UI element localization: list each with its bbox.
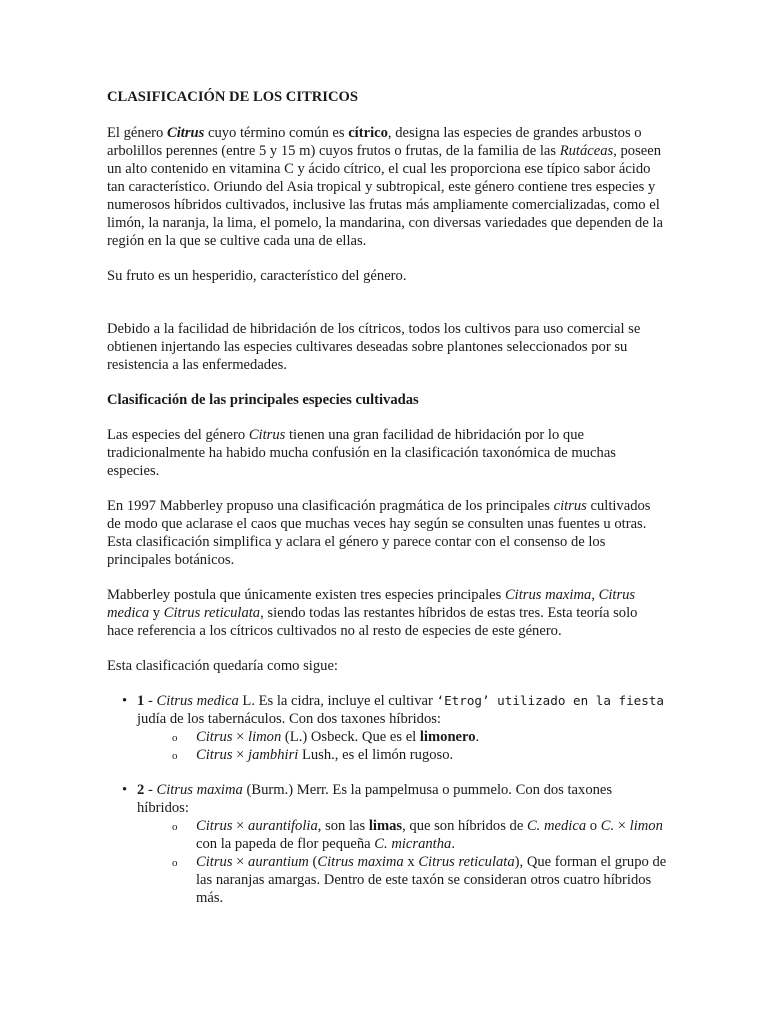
text-run: L. Es la cidra, incluye el cultivar: [238, 693, 437, 709]
text-run: , que son híbridos de: [402, 818, 527, 834]
item-number: 2: [137, 782, 145, 798]
genus-name: Citrus: [196, 729, 233, 745]
list-item: [107, 692, 667, 764]
species-name: Citrus reticulata: [418, 854, 515, 870]
species-name: Citrus maxima: [317, 854, 404, 870]
text-run: (Burm.) Merr. Es la pampelmusa o pummelo. Con dos taxones híbridos:: [137, 782, 613, 816]
text-run: Mabberley postula que únicamente existen tres especies principales: [107, 587, 505, 603]
text-run: -: [144, 782, 157, 798]
sub-bullet: o: [172, 732, 178, 744]
sub-list: [137, 728, 667, 764]
genus-abbrev: C.: [600, 818, 615, 834]
sub-bullet: o: [172, 821, 178, 833]
species-name: Citrus maxima: [504, 587, 592, 603]
species-name: Citrus medica: [156, 693, 239, 709]
sub-list-item: [172, 746, 667, 764]
sub-list-item: [172, 853, 667, 907]
classification-list: [107, 692, 667, 907]
text-run: con la papeda de flor pequeña: [196, 836, 375, 852]
epithet: limon: [248, 729, 282, 745]
species-name: C. micrantha: [374, 836, 452, 852]
fruit-paragraph: Su fruto es un hesperidio, característico del género.: [107, 268, 407, 284]
text-run: (L.) Osbeck. Que es el: [281, 729, 420, 745]
epithet: limon: [629, 818, 663, 834]
text-run: -: [144, 693, 157, 709]
text-run: ×: [614, 818, 630, 834]
text-run: cultivados de modo que aclarase el caos que muchas veces hay según se consulten unas fuentes u otras. Esta clasificación simplifica y aclara el género y parece contar con el consenso de los principales botánicos.: [107, 498, 651, 568]
intro-paragraph: [107, 124, 667, 250]
cultivar-text: ‘Etrog’ utilizado en la fiesta: [436, 693, 664, 708]
epithet: aurantifolia: [248, 818, 318, 834]
text-run: , designa las especies de grandes arbustos o arbolillos perennes (entre 5 y 15 m) cuyos frutos o frutas, de la familia de las: [107, 125, 642, 159]
text-run: y: [149, 605, 164, 621]
text-run: ×: [232, 854, 249, 870]
text-run: El género: [107, 125, 167, 141]
sub-list-item: [172, 728, 667, 746]
genus-name: Citrus: [196, 747, 233, 763]
text-run: Lush., es el limón rugoso.: [298, 747, 454, 763]
epithet: aurantium: [248, 854, 309, 870]
list-item: [107, 781, 667, 907]
document-page: [107, 88, 667, 924]
text-run: Las especies del género: [107, 427, 249, 443]
genus-name: Citrus: [196, 854, 233, 870]
classification-intro: Esta clasificación quedaría como sigue:: [107, 658, 338, 674]
species-paragraph: [107, 426, 667, 480]
species-name: Citrus maxima: [156, 782, 243, 798]
genus-name: Citrus: [166, 125, 205, 141]
species-name: C. medica: [526, 818, 587, 834]
list-item-text: [137, 693, 664, 727]
list-item-text: [137, 782, 612, 816]
document-title: CLASIFICACIÓN DE LOS CITRICOS: [107, 89, 358, 105]
sub-bullet: o: [172, 750, 178, 762]
sub-list: [137, 817, 667, 907]
text-run: tienen una gran facilidad de hibridación por lo que tradicionalmente ha habido mucha confusión en la clasificación taxonómica de muchas especies.: [107, 427, 616, 479]
text-run: ), Que forman el grupo de las naranjas amargas. Dentro de este taxón se consideran otros cuatro híbridos más.: [196, 854, 667, 906]
text-run: .: [451, 836, 455, 852]
genus-name: Citrus: [248, 427, 286, 443]
species-name: Citrus medica: [107, 587, 636, 621]
genus-name: citrus: [553, 498, 587, 514]
bullet: •: [122, 693, 128, 709]
sub-list-item: [172, 817, 667, 853]
text-run: , poseen un alto contenido en vitamina C y ácido cítrico, el cual les proporciona ese típico sabor ácido tan característico. Oriundo del Asia tropical y subtropical, este género contiene tres especies y numerosos híbridos cultivados, inclusive las frutas más ampliamente comercializadas, como el limón, la naranja, la lima, el pomelo, la mandarina, con diversas variedades que dependen de la región en la que se cultive cada una de ellas.: [107, 143, 663, 249]
text-run: ×: [232, 729, 249, 745]
mabberley-paragraph: [107, 497, 667, 569]
text-run: ×: [232, 747, 249, 763]
item-number: 1: [137, 693, 145, 709]
common-term: cítrico: [348, 125, 388, 141]
text-run: ×: [232, 818, 249, 834]
common-name: limonero: [419, 729, 476, 745]
text-run: cuyo término común es: [204, 125, 349, 141]
text-run: x: [403, 854, 419, 870]
text-run: .: [475, 729, 480, 745]
species-name: Citrus reticulata: [163, 605, 261, 621]
text-run: o: [586, 818, 601, 834]
text-run: , son las: [317, 818, 369, 834]
hybridization-paragraph: Debido a la facilidad de hibridación de los cítricos, todos los cultivos para uso comercial se obtienen injertando las especies cultivares deseadas sobre plantones seleccionados por su resistencia a las enfermedades.: [107, 321, 641, 373]
text-run: judía de los tabernáculos. Con dos taxones híbridos:: [137, 711, 441, 727]
text-run: (: [308, 854, 318, 870]
three-species-paragraph: [107, 586, 667, 640]
text-run: , siendo todas las restantes híbridos de estas tres. Esta teoría solo hace referencia a los cítricos cultivados no al resto de especies de este género.: [107, 605, 638, 639]
section-subtitle: Clasificación de las principales especies cultivadas: [107, 392, 419, 408]
epithet: jambhiri: [248, 747, 299, 763]
sub-bullet: o: [172, 857, 178, 869]
genus-name: Citrus: [196, 818, 233, 834]
common-name: limas: [368, 818, 403, 834]
family-name: Rutáceas: [559, 143, 614, 159]
text-run: En 1997 Mabberley propuso una clasificación pragmática de los principales: [107, 498, 554, 514]
bullet: •: [122, 782, 128, 798]
text-run: ,: [591, 587, 599, 603]
